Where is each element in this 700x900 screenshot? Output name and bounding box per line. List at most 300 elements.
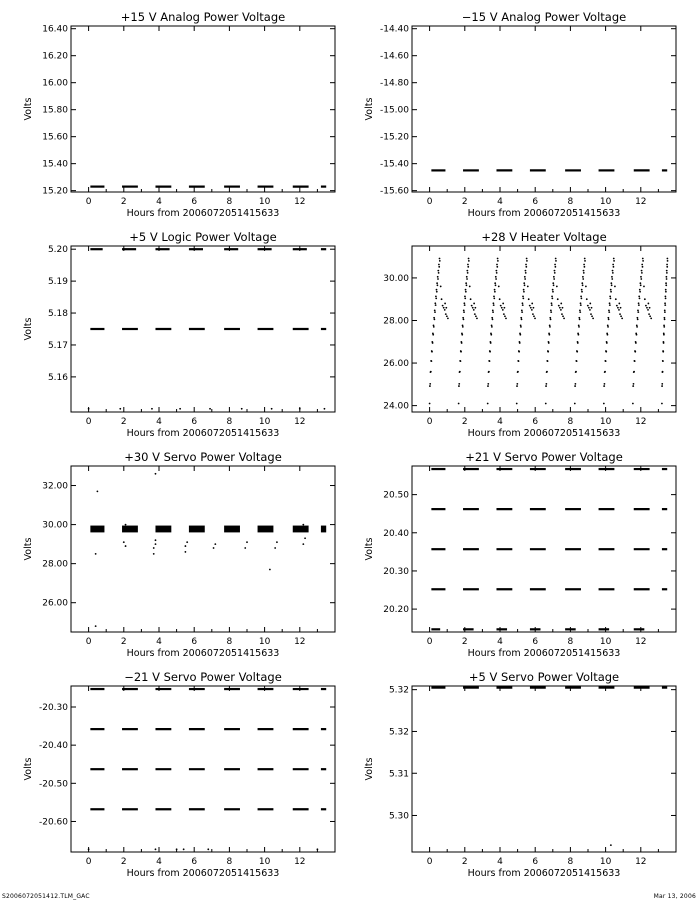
data-point <box>528 298 530 300</box>
data-point <box>661 383 663 385</box>
data-point <box>475 315 477 317</box>
data-point <box>610 282 612 284</box>
data-point <box>153 553 155 555</box>
data-point <box>664 295 666 297</box>
data-point <box>550 311 552 313</box>
data-point <box>645 305 647 307</box>
data-point <box>95 625 97 627</box>
data-point <box>643 286 645 288</box>
data-point <box>434 311 436 313</box>
data-point <box>524 284 526 286</box>
chart-panel-4 <box>383 230 676 439</box>
data-point <box>663 334 665 336</box>
data-point <box>462 326 464 328</box>
x-tick-label: 2 <box>461 637 468 647</box>
data-point <box>123 541 125 543</box>
data-point <box>647 309 649 311</box>
y-tick-label: 32.00 <box>42 481 68 492</box>
data-point <box>638 295 640 297</box>
data-point <box>276 541 278 543</box>
data-point <box>546 371 548 373</box>
data-point <box>582 276 584 278</box>
data-point <box>445 313 447 315</box>
data-point <box>611 278 613 280</box>
data-point <box>621 317 623 319</box>
data-point <box>498 286 500 288</box>
data-point <box>666 258 668 260</box>
x-tick-label: 8 <box>567 417 574 427</box>
data-point <box>434 318 436 320</box>
data-point <box>580 302 582 304</box>
data-point <box>525 270 527 272</box>
data-point <box>496 266 498 268</box>
data-point <box>634 360 636 362</box>
chart-panel-7 <box>23 670 335 879</box>
data-point <box>435 295 437 297</box>
data-point <box>525 272 527 274</box>
y-tick-label: 28.00 <box>42 559 68 570</box>
data-point <box>463 318 465 320</box>
data-point <box>431 351 433 353</box>
y-tick-label: 5.32 <box>388 727 409 738</box>
data-point <box>549 317 551 319</box>
x-tick-label: 12 <box>294 637 306 647</box>
data-point <box>648 313 650 315</box>
data-point <box>179 408 181 410</box>
data-point <box>638 302 640 304</box>
data-point <box>495 284 497 286</box>
data-point <box>610 291 612 293</box>
data-point <box>579 318 581 320</box>
data-point <box>550 309 552 311</box>
data-point <box>534 317 536 319</box>
data-point <box>524 278 526 280</box>
data-point <box>518 351 520 353</box>
data-point <box>462 317 464 319</box>
data-point <box>637 318 639 320</box>
plot-frame <box>412 246 676 412</box>
data-point <box>614 286 616 288</box>
data-point <box>525 266 527 268</box>
data-point <box>434 309 436 311</box>
data-point <box>612 270 614 272</box>
data-point <box>466 278 468 280</box>
data-point <box>636 317 638 319</box>
chart-title: +5 V Logic Power Voltage <box>129 230 277 244</box>
data-point <box>647 303 649 305</box>
x-axis-label: Hours from 2006072051415633 <box>467 208 621 219</box>
data-point <box>494 282 496 284</box>
data-point <box>523 291 525 293</box>
x-tick-label: 2 <box>120 417 127 427</box>
data-point <box>650 317 652 319</box>
x-tick-label: 10 <box>599 417 612 427</box>
x-tick-label: 4 <box>156 197 162 207</box>
x-tick-label: 0 <box>85 857 92 867</box>
x-tick-label: 0 <box>85 637 92 647</box>
data-point <box>554 272 556 274</box>
data-point <box>517 371 519 373</box>
data-point <box>662 351 664 353</box>
data-point <box>563 317 565 319</box>
data-point <box>639 297 641 299</box>
data-point <box>561 313 563 315</box>
data-point <box>639 282 641 284</box>
chart-title: +15 V Analog Power Voltage <box>120 10 286 24</box>
x-tick-label: 0 <box>426 417 433 427</box>
data-point <box>489 351 491 353</box>
data-point <box>640 278 642 280</box>
data-point <box>562 315 564 317</box>
data-point <box>638 304 640 306</box>
data-point <box>432 342 434 344</box>
data-point <box>155 848 157 850</box>
data-point <box>526 258 528 260</box>
data-point <box>560 309 562 311</box>
data-point <box>603 385 605 387</box>
data-point <box>458 403 460 405</box>
data-point <box>209 408 211 410</box>
data-point <box>661 403 663 405</box>
data-point <box>119 408 121 410</box>
data-point <box>610 297 612 299</box>
data-point <box>469 286 471 288</box>
data-point <box>432 334 434 336</box>
data-point <box>613 258 615 260</box>
data-point <box>444 309 446 311</box>
y-tick-label: 30.00 <box>383 273 409 284</box>
y-tick-label: 15.40 <box>42 159 68 170</box>
data-point <box>607 317 609 319</box>
data-point <box>665 289 667 291</box>
data-point <box>666 278 668 280</box>
plot-frame <box>412 26 676 192</box>
data-point <box>465 291 467 293</box>
data-band <box>189 526 205 533</box>
data-band <box>224 526 240 533</box>
data-point <box>521 309 523 311</box>
data-point <box>502 303 504 305</box>
data-point <box>548 334 550 336</box>
data-point <box>666 266 668 268</box>
y-tick-label: 5.31 <box>388 769 409 780</box>
data-point <box>665 276 667 278</box>
data-point <box>470 298 472 300</box>
data-point <box>436 282 438 284</box>
data-point <box>430 371 432 373</box>
data-point <box>244 547 246 549</box>
data-point <box>439 258 441 260</box>
data-point <box>531 309 533 311</box>
data-point <box>500 305 502 307</box>
data-band <box>90 526 104 533</box>
data-point <box>613 260 615 262</box>
data-point <box>464 297 466 299</box>
x-tick-label: 12 <box>635 417 647 427</box>
data-point <box>609 302 611 304</box>
data-point <box>580 304 582 306</box>
data-point <box>433 326 435 328</box>
data-point <box>579 309 581 311</box>
x-axis-label: Hours from 2006072051415633 <box>126 868 280 879</box>
data-point <box>664 311 666 313</box>
data-point <box>435 297 437 299</box>
data-point <box>633 383 635 385</box>
data-point <box>591 315 593 317</box>
y-tick-label: -15.20 <box>379 132 409 143</box>
data-point <box>441 298 443 300</box>
data-point <box>549 326 551 328</box>
data-point <box>522 295 524 297</box>
data-point <box>304 537 306 539</box>
x-tick-label: 2 <box>120 857 127 867</box>
data-point <box>214 543 216 545</box>
data-point <box>584 258 586 260</box>
data-point <box>663 326 665 328</box>
data-point <box>487 403 489 405</box>
data-point <box>442 305 444 307</box>
data-point <box>523 282 525 284</box>
data-point <box>151 408 153 410</box>
x-tick-label: 12 <box>294 197 306 207</box>
data-point <box>463 302 465 304</box>
y-axis-label: Volts <box>23 97 34 121</box>
data-point <box>473 309 475 311</box>
data-point <box>607 326 609 328</box>
data-point <box>519 342 521 344</box>
data-point <box>473 303 475 305</box>
data-point <box>586 298 588 300</box>
data-point <box>581 282 583 284</box>
data-point <box>589 309 591 311</box>
chart-title: +5 V Servo Power Voltage <box>468 670 620 684</box>
x-tick-label: 6 <box>191 637 198 647</box>
chart-title: +21 V Servo Power Voltage <box>465 450 623 464</box>
data-point <box>545 385 547 387</box>
data-point <box>584 266 586 268</box>
data-point <box>465 289 467 291</box>
data-point <box>435 304 437 306</box>
data-point <box>592 317 594 319</box>
y-tick-label: 26.00 <box>383 359 409 370</box>
data-point <box>299 408 301 410</box>
data-point <box>644 298 646 300</box>
x-tick-label: 4 <box>497 857 503 867</box>
data-point <box>520 317 522 319</box>
x-tick-label: 12 <box>294 417 306 427</box>
data-point <box>635 342 637 344</box>
data-point <box>609 304 611 306</box>
data-point <box>665 291 667 293</box>
data-point <box>609 295 611 297</box>
data-point <box>605 351 607 353</box>
y-tick-label: 5.19 <box>47 277 68 288</box>
data-point <box>649 307 651 309</box>
data-point <box>489 360 491 362</box>
data-point <box>639 291 641 293</box>
y-axis-label: Volts <box>23 537 34 561</box>
y-tick-label: -20.40 <box>38 741 68 752</box>
data-point <box>632 385 634 387</box>
data-point <box>611 276 613 278</box>
data-point <box>607 334 609 336</box>
data-point <box>465 282 467 284</box>
data-point <box>619 313 621 315</box>
data-point <box>95 553 97 555</box>
data-point <box>603 403 605 405</box>
data-point <box>504 307 506 309</box>
data-point <box>466 270 468 272</box>
data-point <box>562 307 564 309</box>
data-point <box>496 272 498 274</box>
data-point <box>494 291 496 293</box>
data-point <box>551 302 553 304</box>
data-point <box>547 360 549 362</box>
data-point <box>554 266 556 268</box>
data-point <box>463 309 465 311</box>
data-point <box>666 270 668 272</box>
data-point <box>438 266 440 268</box>
y-axis-label: Volts <box>23 317 34 341</box>
data-point <box>545 383 547 385</box>
data-point <box>176 848 178 850</box>
data-point <box>615 298 617 300</box>
data-point <box>554 264 556 266</box>
data-point <box>522 304 524 306</box>
data-point <box>578 334 580 336</box>
y-tick-label: -15.00 <box>379 105 409 116</box>
data-point <box>641 270 643 272</box>
data-point <box>494 289 496 291</box>
x-tick-label: 8 <box>567 637 574 647</box>
data-point <box>444 303 446 305</box>
x-axis-label: Hours from 2006072051415633 <box>126 428 280 439</box>
data-point <box>665 297 667 299</box>
y-axis-label: Volts <box>364 537 375 561</box>
data-point <box>665 282 667 284</box>
data-point <box>466 276 468 278</box>
data-point <box>610 844 612 846</box>
footer-date: Mar 13, 2006 <box>653 893 696 900</box>
data-point <box>551 304 553 306</box>
data-point <box>495 270 497 272</box>
data-point <box>516 403 518 405</box>
data-point <box>665 284 667 286</box>
y-tick-label: 26.00 <box>42 598 68 609</box>
data-point <box>584 260 586 262</box>
data-point <box>493 295 495 297</box>
data-point <box>532 313 534 315</box>
data-point <box>555 260 557 262</box>
data-point <box>640 276 642 278</box>
data-point <box>185 551 187 553</box>
plot-frame <box>71 466 335 632</box>
y-tick-label: 16.40 <box>42 24 68 35</box>
data-point <box>642 258 644 260</box>
data-point <box>579 311 581 313</box>
x-tick-label: 0 <box>85 197 92 207</box>
y-tick-label: -20.30 <box>38 702 68 713</box>
y-tick-label: 5.16 <box>47 372 68 383</box>
data-point <box>460 351 462 353</box>
data-point <box>608 318 610 320</box>
data-point <box>274 547 276 549</box>
data-point <box>581 297 583 299</box>
chart-title: +28 V Heater Voltage <box>481 230 607 244</box>
data-point <box>436 289 438 291</box>
x-tick-label: 0 <box>426 857 433 867</box>
x-axis-label: Hours from 2006072051415633 <box>126 648 280 659</box>
data-point <box>589 303 591 305</box>
x-axis-label: Hours from 2006072051415633 <box>467 648 621 659</box>
data-point <box>582 284 584 286</box>
data-point <box>518 360 520 362</box>
data-point <box>604 383 606 385</box>
x-tick-label: 6 <box>532 197 539 207</box>
data-point <box>183 848 185 850</box>
data-point <box>560 303 562 305</box>
data-point <box>437 278 439 280</box>
data-point <box>634 351 636 353</box>
data-point <box>662 360 664 362</box>
data-point <box>438 264 440 266</box>
data-point <box>496 264 498 266</box>
y-tick-label: 5.17 <box>47 340 68 351</box>
data-point <box>493 304 495 306</box>
data-point <box>153 547 155 549</box>
y-tick-label: 16.00 <box>42 78 68 89</box>
y-tick-label: 28.00 <box>383 316 409 327</box>
data-point <box>474 313 476 315</box>
chart-panel-6 <box>364 450 676 659</box>
chart-panel-3 <box>23 230 335 439</box>
data-point <box>524 276 526 278</box>
data-point <box>468 260 470 262</box>
y-axis-label: Volts <box>23 757 34 781</box>
data-point <box>642 260 644 262</box>
data-point <box>558 305 560 307</box>
data-point <box>617 307 619 309</box>
data-point <box>556 286 558 288</box>
data-point <box>302 543 304 545</box>
x-tick-label: 8 <box>226 857 233 867</box>
x-tick-label: 6 <box>532 857 539 867</box>
x-tick-label: 10 <box>258 637 271 647</box>
data-point <box>487 385 489 387</box>
data-point <box>554 270 556 272</box>
data-point <box>487 383 489 385</box>
data-point <box>578 317 580 319</box>
data-point <box>503 313 505 315</box>
data-point <box>533 315 535 317</box>
data-point <box>516 383 518 385</box>
y-tick-label: -20.50 <box>38 779 68 790</box>
data-point <box>155 473 157 475</box>
x-tick-label: 12 <box>635 197 647 207</box>
data-point <box>445 307 447 309</box>
data-point <box>491 326 493 328</box>
data-point <box>642 266 644 268</box>
x-tick-label: 2 <box>461 197 468 207</box>
x-tick-label: 10 <box>599 857 612 867</box>
data-point <box>553 276 555 278</box>
data-point <box>590 313 592 315</box>
data-point <box>521 318 523 320</box>
data-point <box>662 371 664 373</box>
data-point <box>458 385 460 387</box>
data-point <box>488 371 490 373</box>
chart-panel-1 <box>23 10 335 219</box>
